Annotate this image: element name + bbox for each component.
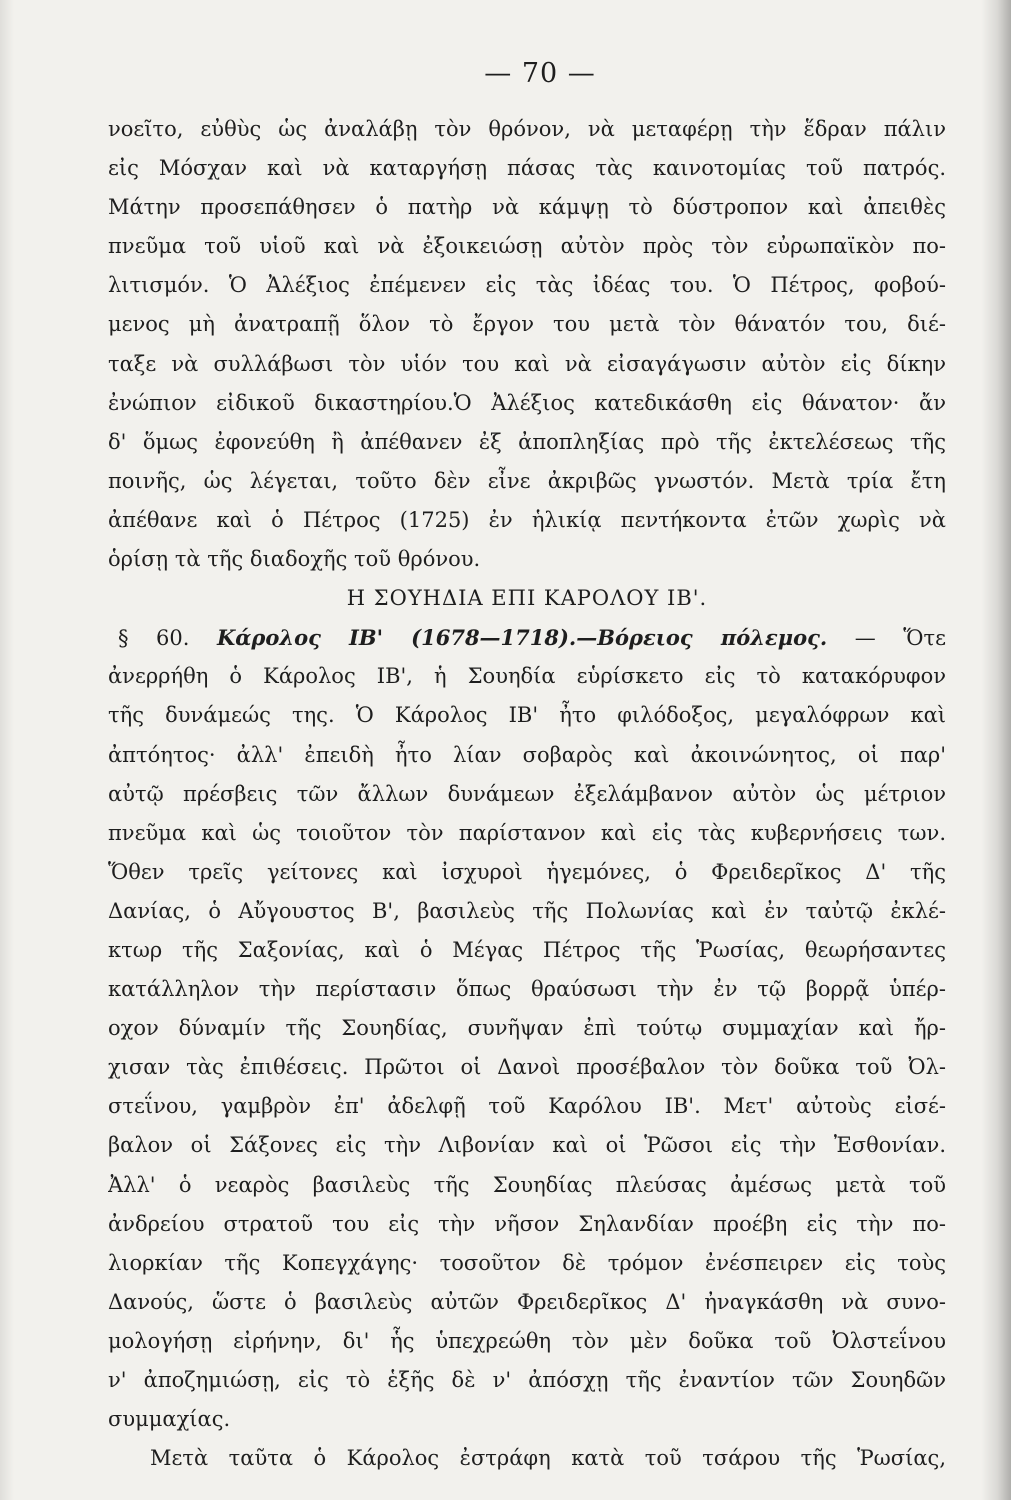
page-number: — 70 —: [484, 58, 596, 89]
text-line: ἀπέθανε καὶ ὁ Πέτρος (1725) ἐν ἡλικίᾳ πεντήκοντα ἐτῶν χωρὶς νὰ: [108, 507, 946, 532]
text-line: αὐτῷ πρέσβεις τῶν ἄλλων δυνάμεων ἐξελάμβανον αὐτὸν ὡς μέτριον: [108, 781, 946, 806]
text-line: Ὅθεν τρεῖς γείτονες καὶ ἰσχυροὶ ἡγεμόνες, ὁ Φρειδερῖκος Δ' τῆς: [108, 859, 946, 884]
text-line: οχον δύναμίν τῆς Σουηδίας, συνῆψαν ἐπὶ τούτῳ συμμαχίαν καὶ ἤρ-: [108, 1016, 946, 1041]
text-line: μενος μὴ ἀνατραπῇ ὅλον τὸ ἔργον του μετὰ τὸν θάνατόν του, διέ-: [108, 312, 946, 337]
text-line: ἀπτόητος· ἀλλ' ἐπειδὴ ἦτο λίαν σοβαρὸς καὶ ἀκοινώνητος, οἱ παρ': [108, 742, 946, 767]
text-line: εἰς Μόσχαν καὶ νὰ καταργήσῃ πάσας τὰς καινοτομίας τοῦ πατρός.: [108, 156, 946, 181]
section-title: Κάρολος ΙΒ' (1678—1718).: [216, 625, 577, 651]
section-subtitle: —Βόρειος πόλεμος.: [576, 625, 828, 651]
text-line: τῆς δυνάμεώς της. Ὁ Κάρολος ΙΒ' ἦτο φιλόδοξος, μεγαλόφρων καὶ: [108, 703, 946, 728]
text-line: Μετὰ ταῦτα ὁ Κάρολος ἐστράφη κατὰ τοῦ τσάρου τῆς Ῥωσίας,: [150, 1446, 946, 1471]
text-line: πνεῦμα τοῦ υἱοῦ καὶ νὰ ἐξοικειώσῃ αὐτὸν πρὸς τὸν εὐρωπαϊκὸν πο-: [108, 234, 946, 259]
text-line: λιορκίαν τῆς Κοπεγχάγης· τοσοῦτον δὲ τρόμον ἐνέσπειρεν εἰς τοὺς: [108, 1250, 946, 1275]
text-line: μολογήσῃ εἰρήνην, δι' ἧς ὑπεχρεώθη τὸν μὲν δοῦκα τοῦ Ὀλστεΐνου: [108, 1328, 946, 1353]
section-number: § 60.: [118, 626, 190, 651]
text-line: λιτισμόν. Ὁ Ἀλέξιος ἐπέμενεν εἰς τὰς ἰδέας του. Ὁ Πέτρος, φοβού-: [108, 273, 946, 298]
text-line: δ' ὅμως ἐφονεύθη ἢ ἀπέθανεν ἐξ ἀποπληξίας πρὸ τῆς ἐκτελέσεως τῆς: [108, 429, 946, 454]
text-line: ἀνδρείου στρατοῦ του εἰς τὴν νῆσον Σηλανδίαν προέβη εἰς τὴν πο-: [108, 1211, 946, 1236]
text-line: ἐνώπιον εἰδικοῦ δικαστηρίου.Ὁ Ἀλέξιος κατεδικάσθη εἰς θάνατον· ἄν: [108, 390, 946, 415]
text-line: ταξε νὰ συλλάβωσι τὸν υἱόν του καὶ νὰ εἰσαγάγωσιν αὐτὸν εἰς δίκην: [108, 351, 946, 376]
text-line: χισαν τὰς ἐπιθέσεις. Πρῶτοι οἱ Δανοὶ προσέβαλον τὸν δοῦκα τοῦ Ὀλ-: [108, 1055, 946, 1080]
text-line: βαλον οἱ Σάξονες εἰς τὴν Λιβονίαν καὶ οἱ Ῥῶσοι εἰς τὴν Ἐσθονίαν.: [108, 1133, 946, 1158]
text-line: ἀνερρήθη ὁ Κάρολος ΙΒ', ἡ Σουηδία εὑρίσκετο εἰς τὸ κατακόρυφον: [108, 664, 946, 689]
section-rest: — Ὅτε: [854, 626, 946, 651]
text-line: ν' ἀποζημιώσῃ, εἰς τὸ ἑξῆς δὲ ν' ἀπόσχῃ τῆς ἐναντίον τῶν Σουηδῶν: [108, 1368, 946, 1392]
text-line: νοεῖτο, εὐθὺς ὡς ἀναλάβῃ τὸν θρόνον, νὰ μεταφέρῃ τὴν ἕδραν πάλιν: [108, 117, 946, 141]
body-text: [108, 110, 946, 1478]
text-line: κατάλληλον τὴν περίστασιν ὅπως θραύσωσι τὴν ἐν τῷ βορρᾷ ὑπέρ-: [108, 977, 946, 1002]
text-line: πνεῦμα καὶ ὡς τοιοῦτον τὸν παρίστανον καὶ εἰς τὰς κυβερνήσεις των.: [108, 820, 946, 845]
text-line: στεΐνου, γαμβρὸν ἐπ' ἀδελφῇ τοῦ Καρόλου ΙΒ'. Μετ' αὐτοὺς εἰσέ-: [108, 1094, 946, 1119]
section-header: [108, 618, 946, 657]
text-line: Ἀλλ' ὁ νεαρὸς βασιλεὺς τῆς Σουηδίας πλεύσας ἀμέσως μετὰ τοῦ: [108, 1172, 946, 1197]
page-edge-right: [981, 0, 1011, 1500]
text-line: Δανίας, ὁ Αὔγουστος Β', βασιλεὺς τῆς Πολωνίας καὶ ἐν ταὐτῷ ἐκλέ-: [108, 898, 946, 923]
text-line: ὁρίσῃ τὰ τῆς διαδοχῆς τοῦ θρόνου.: [108, 547, 481, 572]
text-line: κτωρ τῆς Σαξονίας, καὶ ὁ Μέγας Πέτρος τῆς Ῥωσίας, θεωρήσαντες: [108, 937, 946, 962]
page-edge-left: [0, 0, 14, 1500]
chapter-heading: Η ΣΟΥΗΔΙΑ ΕΠΙ ΚΑΡΟΛΟΥ ΙΒ'.: [346, 586, 708, 611]
text-line: ποινῆς, ὡς λέγεται, τοῦτο δὲν εἶνε ἀκριβῶς γνωστόν. Μετὰ τρία ἔτη: [108, 468, 946, 493]
text-line: Δανούς, ὥστε ὁ βασιλεὺς αὐτῶν Φρειδερῖκος Δ' ἠναγκάσθη νὰ συνο-: [108, 1289, 946, 1314]
text-line: συμμαχίας.: [108, 1407, 231, 1432]
text-line: Μάτην προσεπάθησεν ὁ πατὴρ νὰ κάμψῃ τὸ δύστροπον καὶ ἀπειθὲς: [108, 195, 946, 220]
